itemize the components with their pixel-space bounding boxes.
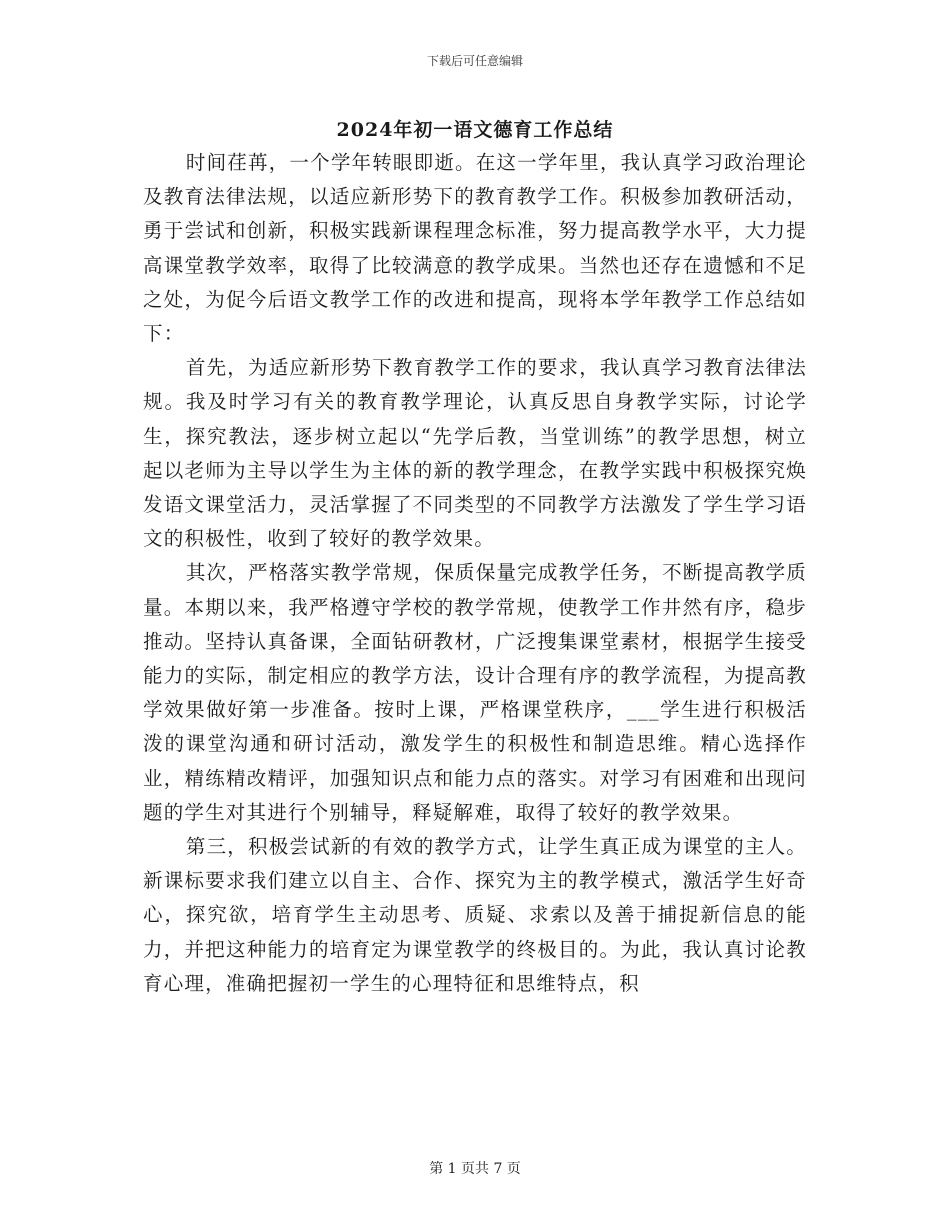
document-body bbox=[143, 146, 807, 1001]
paragraph-first-point: 首先，为适应新形势下教育教学工作的要求，我认真学习教育法律法规。我及时学习有关的教育教学理论，认真反思自身教学实际，讨论学生，探究教法，逐步树立起以“先学后教，当堂训练”的教学思想，树立起以老师为主导以学生为主体的新的教学理念，在教学实践中积极探究焕发语文课堂活力，灵活掌握了不同类型的不同教学方法激发了学生学习语文的积极性，收到了较好的教学效果。 bbox=[143, 356, 807, 551]
page-number: 第 1 页共 7 页 bbox=[429, 1161, 521, 1177]
document-title: 2024年初一语文德育工作总结 bbox=[336, 119, 614, 141]
paragraph-second-point: 其次，严格落实教学常规，保质保量完成教学任务，不断提高教学质量。本期以来，我严格遵守学校的教学常规，使教学工作井然有序，稳步推动。坚持认真备课，全面钻研教材，广泛搜集课堂素材，根据学生接受能力的实际，制定相应的教学方法，设计合理有序的教学流程，为提高教学效果做好第一步准备。按时上课，严格课堂秩序，___学生进行积极活泼的课堂沟通和研讨活动，激发学生的积极性和制造思维。精心选择作业，精练精改精评，加强知识点和能力点的落实。对学习有困难和出现问题的学生对其进行个别辅导，释疑解难，取得了较好的教学效果。 bbox=[143, 561, 807, 824]
paragraph-third-point: 第三，积极尝试新的有效的教学方式，让学生真正成为课堂的主人。新课标要求我们建立以自主、合作、探究为主的教学模式，激活学生好奇心，探究欲，培育学生主动思考、质疑、求索以及善于捕捉新信息的能力，并把这种能力的培育定为课堂教学的终极目的。为此，我认真讨论教育心理，准确把握初一学生的心理特征和思维特点，积 bbox=[143, 835, 807, 995]
paragraph-intro: 时间荏苒，一个学年转眼即逝。在这一学年里，我认真学习政治理论及教育法律法规，以适应新形势下的教育教学工作。积极参加教研活动，勇于尝试和创新，积极实践新课程理念标准，努力提高教学水平，大力提高课堂教学效率，取得了比较满意的教学成果。当然也还存在遗憾和不足之处，为促今后语文教学工作的改进和提高，现将本学年教学工作总结如下： bbox=[143, 151, 807, 346]
page-header-note: 下载后可任意编辑 bbox=[426, 54, 523, 68]
